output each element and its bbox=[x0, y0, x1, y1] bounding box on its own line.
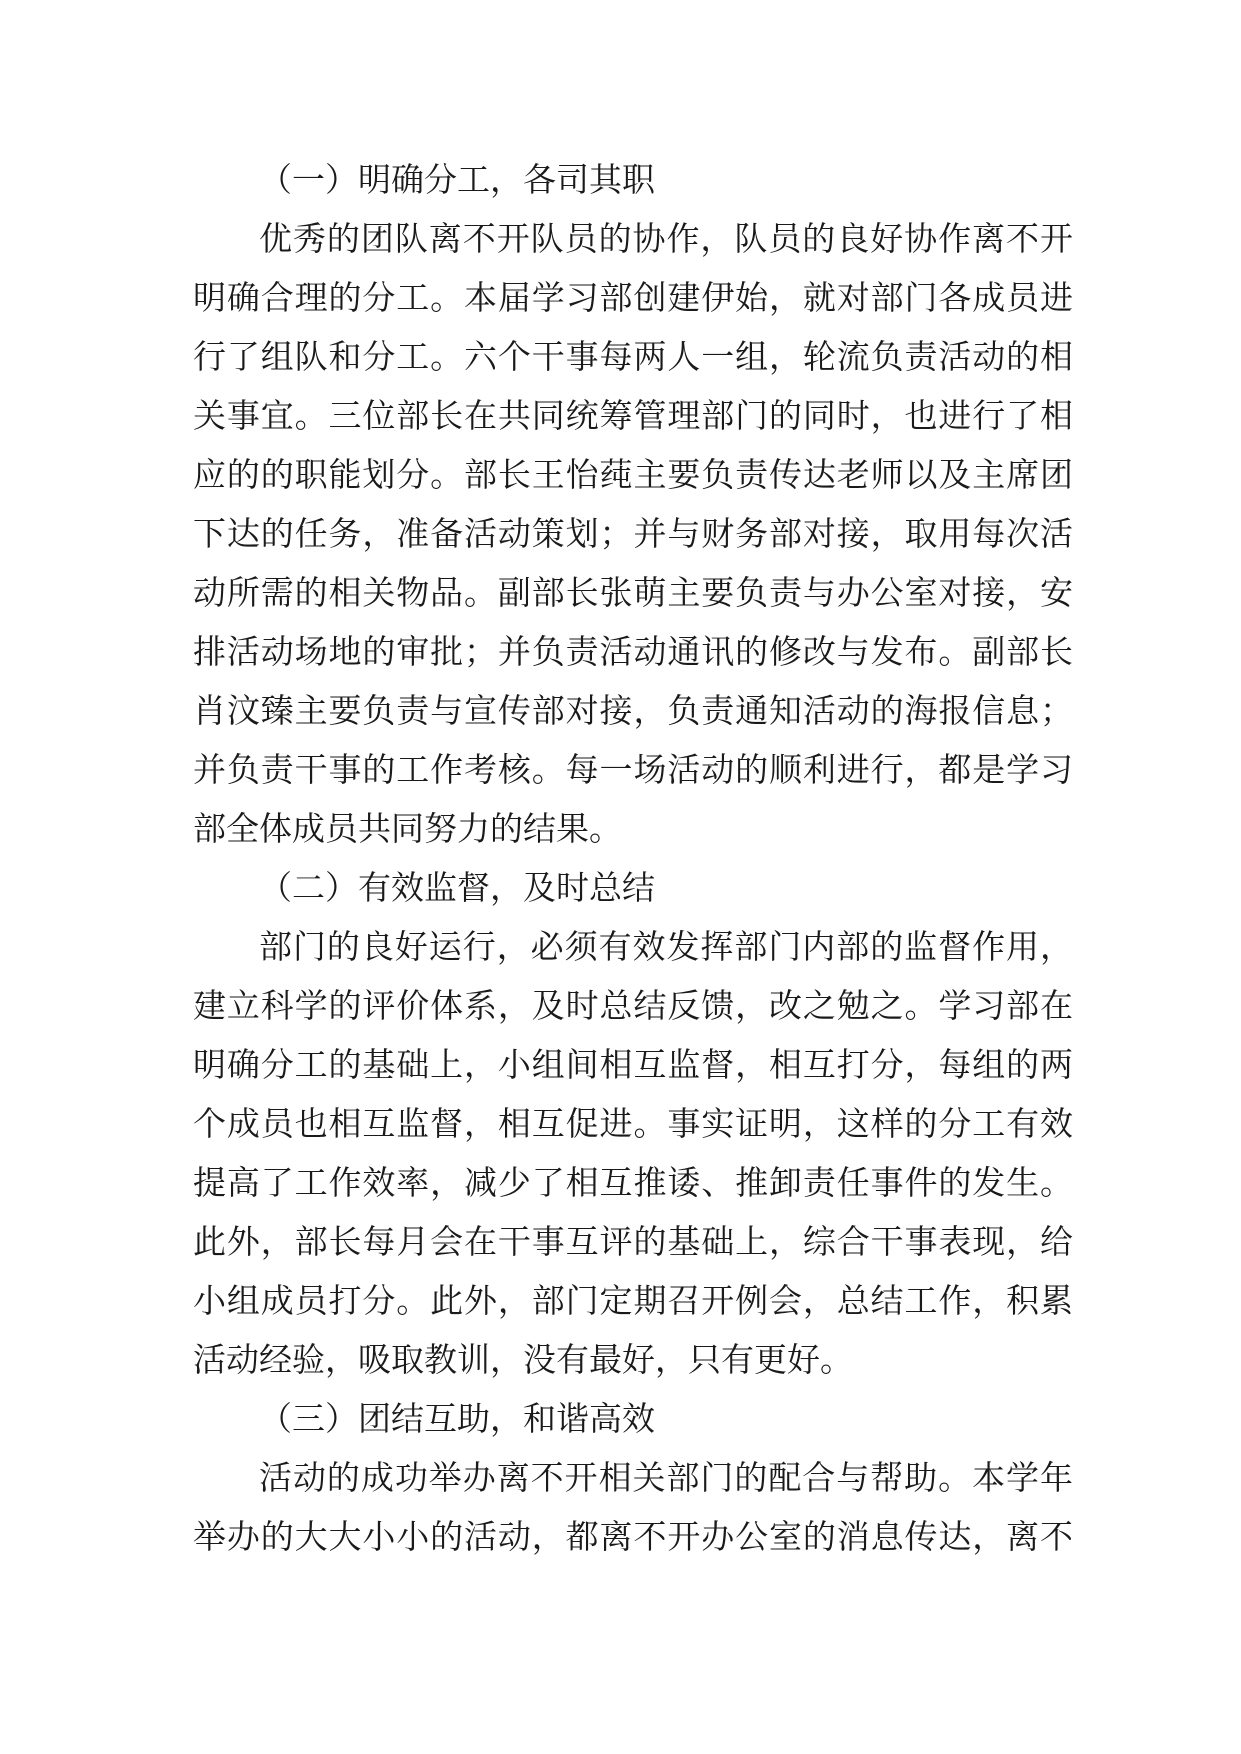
paragraph-line: 排活动场地的审批；并负责活动通讯的修改与发布。副部长 bbox=[193, 632, 1073, 671]
paragraph-line: 动所需的相关物品。副部长张萌主要负责与办公室对接，安 bbox=[193, 573, 1073, 612]
paragraph-line: 此外，部长每月会在干事互评的基础上，综合干事表现，给 bbox=[193, 1222, 1073, 1261]
section-heading-2: （二）有效监督，及时总结 bbox=[259, 868, 655, 907]
paragraph-line: 部门的良好运行，必须有效发挥部门内部的监督作用， bbox=[259, 927, 1073, 966]
paragraph-line: 明确合理的分工。本届学习部创建伊始，就对部门各成员进 bbox=[193, 278, 1073, 317]
paragraph-line: 部全体成员共同努力的结果。 bbox=[193, 809, 622, 848]
section-heading-3: （三）团结互助，和谐高效 bbox=[259, 1399, 655, 1438]
paragraph-line: 活动经验，吸取教训，没有最好，只有更好。 bbox=[193, 1340, 853, 1379]
document-body bbox=[193, 150, 1073, 1566]
paragraph-line: 明确分工的基础上，小组间相互监督，相互打分，每组的两 bbox=[193, 1045, 1073, 1084]
paragraph-line: 应的的职能划分。部长王怡莼主要负责传达老师以及主席团 bbox=[193, 455, 1073, 494]
paragraph-line: 下达的任务，准备活动策划；并与财务部对接，取用每次活 bbox=[193, 514, 1073, 553]
section-heading-1: （一）明确分工，各司其职 bbox=[259, 160, 655, 199]
paragraph-line: 建立科学的评价体系，及时总结反馈，改之勉之。学习部在 bbox=[193, 986, 1073, 1025]
paragraph-line: 提高了工作效率，减少了相互推诿、推卸责任事件的发生。 bbox=[193, 1163, 1073, 1202]
paragraph-line: 关事宜。三位部长在共同统筹管理部门的同时，也进行了相 bbox=[193, 396, 1073, 435]
paragraph-line: 行了组队和分工。六个干事每两人一组，轮流负责活动的相 bbox=[193, 337, 1073, 376]
paragraph-line: 个成员也相互监督，相互促进。事实证明，这样的分工有效 bbox=[193, 1104, 1073, 1143]
paragraph-line: 肖汶臻主要负责与宣传部对接，负责通知活动的海报信息； bbox=[193, 691, 1073, 730]
paragraph-line: 活动的成功举办离不开相关部门的配合与帮助。本学年 bbox=[259, 1458, 1073, 1497]
paragraph-line: 优秀的团队离不开队员的协作，队员的良好协作离不开 bbox=[259, 219, 1073, 258]
paragraph-line: 并负责干事的工作考核。每一场活动的顺利进行，都是学习 bbox=[193, 750, 1073, 789]
paragraph-line: 小组成员打分。此外，部门定期召开例会，总结工作，积累 bbox=[193, 1281, 1073, 1320]
paragraph-line: 举办的大大小小的活动，都离不开办公室的消息传达，离不 bbox=[193, 1517, 1073, 1556]
